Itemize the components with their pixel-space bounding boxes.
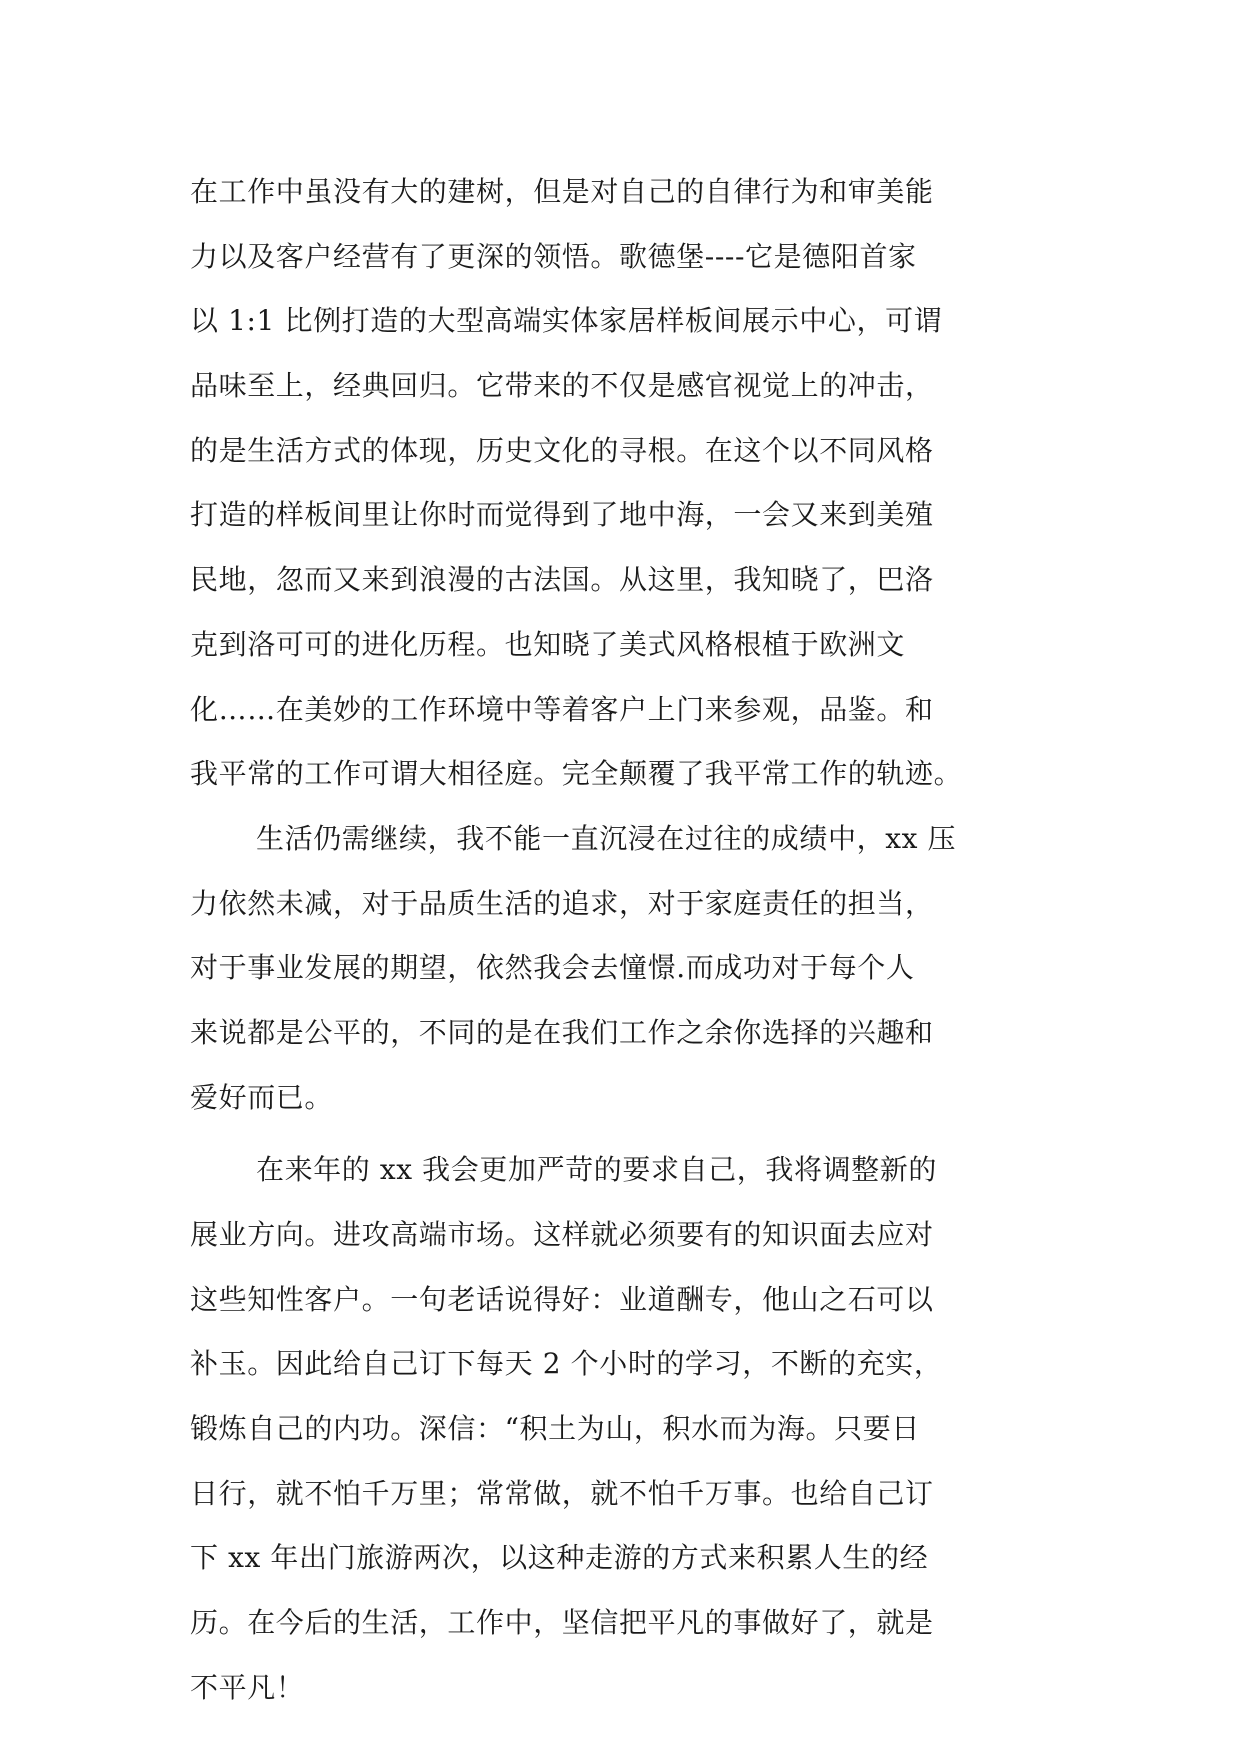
paragraph-line: 日行，就不怕千万里；常常做，就不怕千万事。也给自己订: [190, 1476, 934, 1510]
paragraph-line: 在工作中虽没有大的建树，但是对自己的自律行为和审美能: [190, 175, 934, 208]
paragraph-line: 化……在美妙的工作环境中等着客户上门来参观，品鉴。和: [190, 692, 934, 726]
paragraph-line: 品味至上，经典回归。它带来的不仅是感官视觉上的冲击，: [190, 369, 934, 403]
paragraph-line: 展业方向。进攻高端市场。这样就必须要有的知识面去应对: [190, 1218, 934, 1251]
paragraph-line: 爱好而已。: [190, 1080, 334, 1114]
paragraph-line: 来说都是公平的，不同的是在我们工作之余你选择的兴趣和: [190, 1015, 934, 1049]
paragraph-line: 在来年的 xx 我会更加严苛的要求自己，我将调整新的: [256, 1153, 937, 1187]
paragraph-line: 对于事业发展的期望，依然我会去憧憬.而成功对于每个人: [190, 951, 915, 985]
paragraph-line: 生活仍需继续，我不能一直沉浸在过往的成绩中，xx 压: [256, 821, 957, 855]
paragraph-line: 以 1:1 比例打造的大型高端实体家居样板间展示中心，可谓: [190, 304, 943, 338]
paragraph-line: 锻炼自己的内功。深信：“积土为山，积水而为海。只要日: [190, 1412, 920, 1446]
paragraph-2: [190, 807, 1060, 1130]
paragraph-line: 的是生活方式的体现，历史文化的寻根。在这个以不同风格: [190, 433, 934, 467]
paragraph-line: 下 xx 年出门旅游两次，以这种走游的方式来积累人生的经: [190, 1541, 929, 1575]
paragraph-line: 不平凡！: [190, 1670, 305, 1704]
paragraph-line: 补玉。因此给自己订下每天 2 个小时的学习，不断的充实，: [190, 1347, 943, 1381]
paragraph-line: 民地，忽而又来到浪漫的古法国。从这里，我知晓了，巴洛: [190, 563, 934, 597]
paragraph-1: [190, 160, 1060, 807]
paragraph-line: 这些知性客户。一句老话说得好：业道酬专，他山之石可以: [190, 1282, 934, 1316]
paragraph-line: 我平常的工作可谓大相径庭。完全颠覆了我平常工作的轨迹。: [190, 757, 963, 791]
paragraph-line: 打造的样板间里让你时而觉得到了地中海，一会又来到美殖: [190, 498, 934, 532]
paragraph-spacer: [190, 1130, 1060, 1138]
document-body: [190, 160, 1060, 1721]
paragraph-line: 克到洛可可的进化历程。也知晓了美式风格根植于欧洲文: [190, 627, 906, 661]
paragraph-line: 力以及客户经营有了更深的领悟。歌德堡----它是德阳首家: [190, 239, 917, 273]
paragraph-line: 力依然未减，对于品质生活的追求，对于家庭责任的担当，: [190, 886, 934, 920]
paragraph-3: [190, 1138, 1060, 1720]
paragraph-line: 历。在今后的生活，工作中，坚信把平凡的事做好了，就是: [190, 1606, 934, 1640]
